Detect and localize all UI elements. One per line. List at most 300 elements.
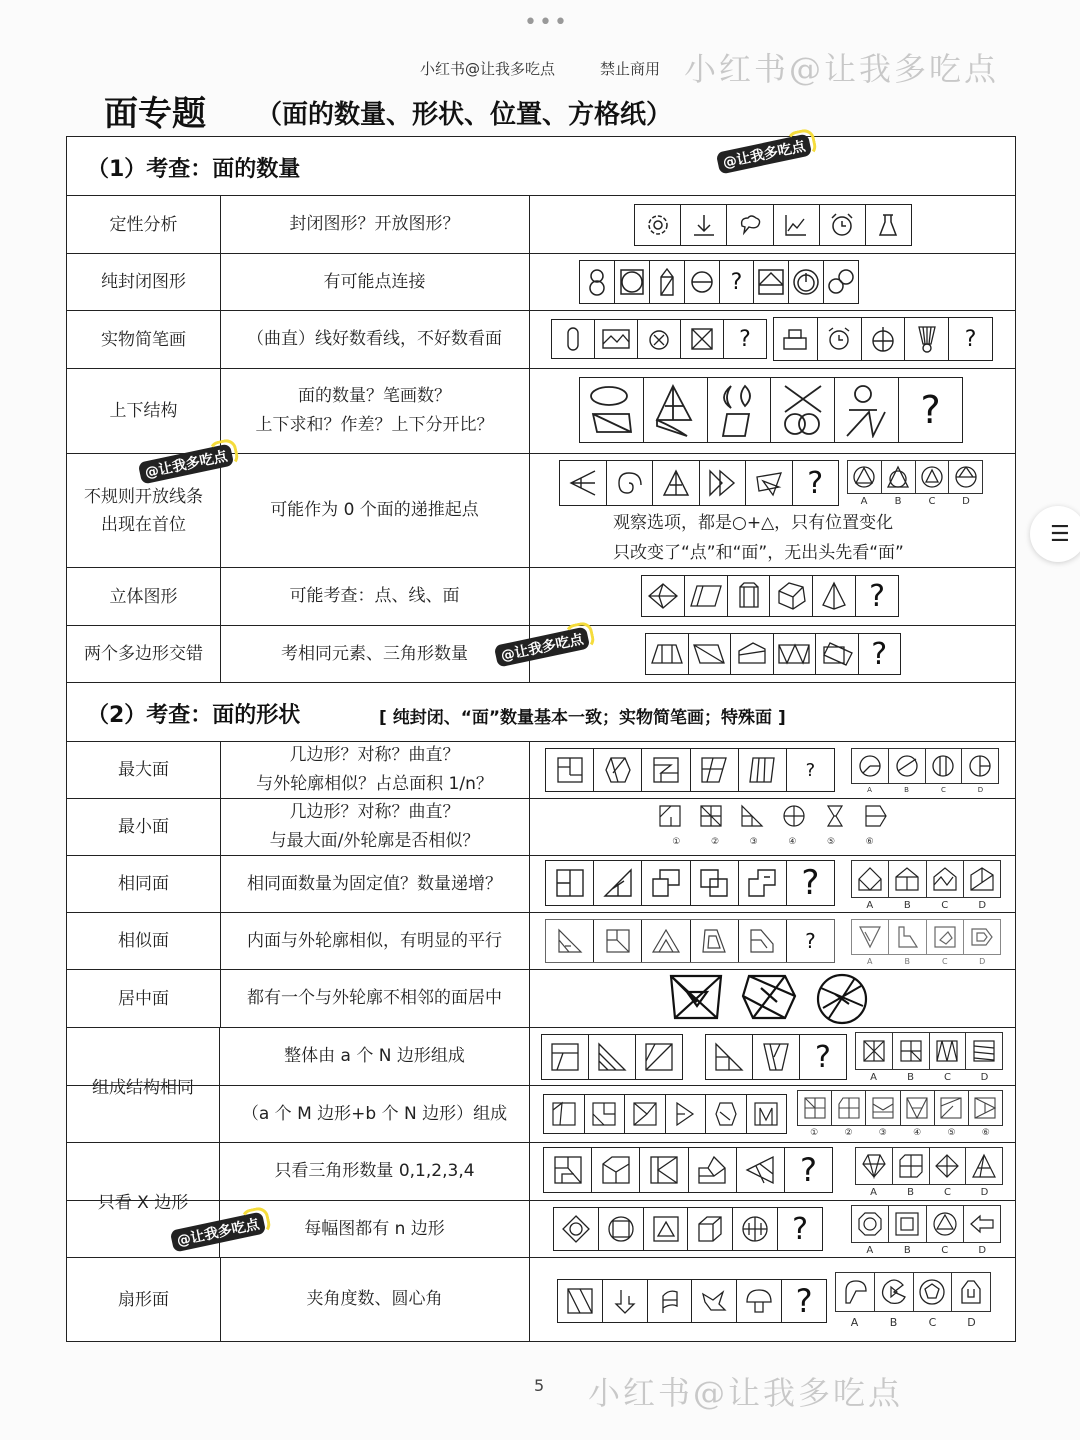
row-desc <box>220 799 530 855</box>
option-label: C <box>928 496 936 507</box>
option-labels <box>847 496 983 507</box>
triangle-nested-icon <box>546 920 594 962</box>
small-watermark: @让我多吃点 <box>716 133 813 174</box>
answer-options <box>855 1032 1003 1070</box>
cube-icon <box>688 1208 733 1250</box>
answer-options <box>851 919 1001 955</box>
question-mark: ? <box>799 1151 817 1189</box>
figure-strip <box>545 919 835 963</box>
split-square-icon <box>542 1035 589 1079</box>
option-label: A <box>870 1072 877 1083</box>
row-desc-line-2: 与外轮廓相似？占总面积 1/n？ <box>256 774 493 794</box>
row-type: 最大面 <box>67 742 221 798</box>
rotated-rect-icon <box>816 634 859 674</box>
row-desc: 封闭图形？开放图形？ <box>220 196 530 253</box>
alarm-clock-icon <box>818 318 862 360</box>
spiral-icon <box>607 461 654 505</box>
question-mark: ? <box>964 326 977 352</box>
option-label: C <box>941 900 949 911</box>
pentagon-rect-icon <box>731 634 774 674</box>
option-label: C <box>941 1245 949 1256</box>
option-label: A <box>867 786 872 794</box>
row-desc-line-2: 与最大面/外轮廓是否相似？ <box>269 831 480 851</box>
option-label: A <box>870 1187 877 1198</box>
triangle-icon <box>653 461 700 505</box>
answer-options <box>847 460 983 494</box>
option-b-figure <box>893 1033 930 1069</box>
option-label: B <box>894 496 902 507</box>
grid-triangles-5-icon <box>737 1148 785 1192</box>
row-desc: 可能考查：点、线、面 <box>220 568 530 625</box>
small-watermark: @让我多吃点 <box>494 626 591 667</box>
cross-circles-icon <box>771 378 835 442</box>
figure-b-icon <box>585 1095 626 1133</box>
row-type: 立体图形 <box>67 568 221 625</box>
zigzag-rect-icon <box>774 634 817 674</box>
grid-triangles-2-icon <box>592 1148 640 1192</box>
option-labels <box>835 1316 991 1329</box>
figure-5 <box>822 803 848 829</box>
house-square-icon <box>754 261 789 303</box>
option-b-figure <box>893 1148 930 1184</box>
trapezoid-nested-icon <box>691 920 739 962</box>
figure-strip <box>545 748 835 792</box>
figure-strip <box>773 317 993 361</box>
row-desc: 可能作为 0 个面的递推起点 <box>220 454 530 567</box>
pencil-icon <box>650 261 685 303</box>
center-face-figure-1 <box>667 972 725 1022</box>
figure-f-icon <box>747 1095 787 1133</box>
pyramid-icon <box>813 576 856 616</box>
row-desc: （曲直）线好数看线，不好数看面 <box>220 311 530 368</box>
flag-icon <box>648 1280 693 1322</box>
moon-icon <box>708 378 772 442</box>
shuttlecock-icon <box>905 318 949 360</box>
row-desc-line-1: 面的数量？笔画数？ <box>298 386 451 406</box>
figure-strip <box>543 1147 833 1193</box>
option-b-figure <box>889 1206 926 1242</box>
option-labels <box>851 1245 1001 1256</box>
sail-icon <box>644 378 708 442</box>
section-2-title: （2）考查：面的形状 <box>87 703 301 728</box>
answer-options <box>851 1205 1001 1243</box>
section-1-header <box>67 137 1015 196</box>
grid-triangles-1-icon <box>544 1148 592 1192</box>
figure-strip <box>641 575 899 617</box>
mushroom-icon <box>737 1280 782 1322</box>
paper-clip-icon <box>552 320 595 358</box>
figure-3 <box>739 803 765 829</box>
circled-label: ② <box>844 1128 853 1138</box>
figure-strip <box>543 1094 787 1134</box>
row-desc-line-1: 几边形？对称？曲直？ <box>289 802 460 822</box>
question-mark: ? <box>805 759 816 781</box>
option-label: A <box>866 1245 874 1256</box>
diagonal-square-icon <box>636 1035 682 1079</box>
figure-2 <box>698 803 724 829</box>
figure-strip <box>559 460 839 506</box>
merged-type-cell: 组成结构相同 <box>67 1028 220 1143</box>
option-label: D <box>967 1316 976 1329</box>
triangle-lines-icon <box>589 1035 636 1079</box>
table-row <box>67 626 1015 683</box>
row-desc: 有可能点连接 <box>220 254 530 310</box>
box-icon <box>774 318 818 360</box>
option-3-figure <box>866 1091 900 1125</box>
center-face-figure-2 <box>739 972 799 1022</box>
figure-strip <box>551 319 767 359</box>
menu-button[interactable] <box>1030 506 1080 562</box>
section-1-title: （1）考查：面的数量 <box>87 157 301 182</box>
option-label: A <box>867 957 873 966</box>
figure-strip <box>541 1034 683 1080</box>
option-label: B <box>907 1187 914 1198</box>
row-type-line-2: 出现在首位 <box>101 514 186 535</box>
table-row <box>67 913 1015 970</box>
more-dots-icon[interactable]: ••• <box>524 10 569 35</box>
option-a-figure <box>852 920 889 954</box>
triangle-grid-icon <box>706 1035 753 1079</box>
arrow-down-icon <box>603 1280 648 1322</box>
cube-icon <box>770 576 813 616</box>
question-mark: ? <box>920 388 941 432</box>
circled-label: ① <box>672 837 681 847</box>
circle-zigzag-icon <box>835 378 899 442</box>
option-label: B <box>903 900 911 911</box>
table-row <box>67 1086 1015 1143</box>
option-b-figure <box>882 461 916 493</box>
row-type-line-1: 不规则开放线条 <box>84 486 203 507</box>
mountain-icon <box>642 920 690 962</box>
option-label: D <box>980 1072 989 1083</box>
triangle-rect-icon <box>689 634 732 674</box>
table-row <box>67 1028 1015 1086</box>
option-label: D <box>980 1187 989 1198</box>
bird-icon <box>692 1280 737 1322</box>
option-label: B <box>903 1245 911 1256</box>
question-mark: ? <box>869 578 886 614</box>
table-row <box>67 799 1015 856</box>
row-type: 居中面 <box>67 970 221 1027</box>
question-mark: ? <box>807 465 824 501</box>
circled-label: ② <box>710 837 720 847</box>
slash-square-icon <box>558 1280 603 1322</box>
figure-strip <box>645 633 901 675</box>
figure-strip <box>579 377 963 443</box>
figure-6 <box>863 803 889 829</box>
quad-nested-icon <box>739 920 787 962</box>
figure-row <box>657 803 889 833</box>
figure-eight-icon <box>580 261 615 303</box>
row-type: 扇形面 <box>67 1258 221 1341</box>
line-chart-icon <box>774 205 820 245</box>
arrow-shapes-icon <box>700 461 747 505</box>
option-b-figure <box>889 749 926 783</box>
option-label: C <box>928 1316 937 1329</box>
option-a-figure <box>848 461 882 493</box>
option-label: A <box>850 1316 859 1329</box>
row-desc: 夹角度数、圆心角 <box>220 1258 530 1341</box>
option-labels <box>851 900 1001 911</box>
row-type: 相同面 <box>67 856 221 912</box>
row-type: 上下结构 <box>67 369 221 453</box>
menu-icon: ☰ <box>1050 522 1070 547</box>
option-a-figure <box>856 1148 893 1184</box>
option-b-figure <box>889 861 926 897</box>
option-label: C <box>944 1072 951 1083</box>
row-desc: 都有一个与外轮廓不相邻的面居中 <box>220 970 530 1027</box>
option-d-figure <box>962 749 998 783</box>
figure-4 <box>781 803 807 829</box>
option-label: C <box>941 786 946 794</box>
row-desc-line-2: 上下求和？作差？上下分开比？ <box>255 415 494 435</box>
option-a-figure <box>856 1033 893 1069</box>
table-row <box>67 311 1015 369</box>
observation-line-1: 观察选项，都是○+△，只有位置变化 <box>613 513 894 533</box>
option-4-figure <box>901 1091 935 1125</box>
question-mark: ? <box>739 326 751 352</box>
option-label: C <box>944 1187 951 1198</box>
circled-labels <box>657 837 889 847</box>
option-d-figure <box>964 1206 1000 1242</box>
option-a-figure <box>836 1273 875 1311</box>
option-label: B <box>889 1316 898 1329</box>
power-icon <box>789 261 824 303</box>
square-triangle-icon <box>644 1208 689 1250</box>
answer-options <box>835 1272 991 1312</box>
option-label: A <box>860 496 868 507</box>
answer-options <box>797 1090 1003 1126</box>
option-c-figure <box>914 1273 953 1311</box>
row-type: 相似面 <box>67 913 221 969</box>
row-desc: 整体由 a 个 N 边形组成 <box>220 1028 530 1085</box>
center-face-figure-3 <box>815 972 869 1026</box>
circle-square-icon <box>599 1208 644 1250</box>
page-number: 5 <box>534 1376 545 1395</box>
option-labels <box>851 957 1001 966</box>
question-mark: ? <box>805 929 816 953</box>
page-subtitle: （面的数量、形状、位置、方格纸） <box>256 100 673 130</box>
row-desc: 只看三角形数量 0,1,2,3,4 <box>220 1143 530 1200</box>
square-pattern-icon <box>546 749 594 791</box>
option-2-figure <box>832 1091 866 1125</box>
row-desc: 内面与外轮廓相似，有明显的平行 <box>220 913 530 969</box>
table-row <box>67 970 1015 1028</box>
puzzle-icon <box>642 861 690 905</box>
cross-ball-icon <box>862 318 906 360</box>
option-label: B <box>904 786 909 794</box>
table-row <box>67 254 1015 311</box>
answer-options <box>851 748 999 784</box>
option-label: D <box>977 786 984 794</box>
square-nested-icon <box>594 920 642 962</box>
step-icon <box>739 861 787 905</box>
row-desc <box>220 742 530 798</box>
table-row <box>67 1143 1015 1201</box>
option-label: B <box>904 957 910 966</box>
hexagon-pattern-icon <box>594 749 642 791</box>
option-labels <box>851 786 999 794</box>
cloud-icon <box>727 205 773 245</box>
circle-square-icon <box>615 261 650 303</box>
option-c-figure <box>916 461 950 493</box>
row-desc: 相同面数量为固定值？数量递增？ <box>220 856 530 912</box>
figure-strip <box>705 1034 847 1080</box>
option-d-figure <box>964 861 1000 897</box>
figure-strip <box>634 204 912 246</box>
figure-strip <box>553 1207 823 1251</box>
parallelogram-split-icon <box>739 749 787 791</box>
figure-strip <box>545 860 835 906</box>
notice-label: 禁止商用 <box>600 60 661 78</box>
table-row <box>67 568 1015 626</box>
option-b-figure <box>889 920 926 954</box>
question-mark: ? <box>871 636 888 672</box>
question-mark: ? <box>801 863 820 903</box>
picture-icon <box>595 320 638 358</box>
table-row <box>67 1258 1015 1341</box>
row-type: 最小面 <box>67 799 221 855</box>
circle-grid-icon <box>733 1208 778 1250</box>
option-a-figure <box>852 861 889 897</box>
question-mark: ? <box>795 1282 813 1320</box>
answer-options <box>855 1147 1003 1185</box>
question-mark: ? <box>792 1211 809 1247</box>
row-desc <box>220 369 530 453</box>
option-c-figure <box>927 920 964 954</box>
option-labels <box>855 1187 1003 1198</box>
table-row <box>67 742 1015 799</box>
circled-label: ⑥ <box>865 837 874 847</box>
summary-table <box>66 136 1016 1342</box>
row-desc: 考相同元素、三角形数量 <box>220 626 530 682</box>
table-row <box>67 1201 1015 1258</box>
option-a-figure <box>852 1206 889 1242</box>
table-row <box>67 454 1015 568</box>
grid-triangles-4-icon <box>689 1148 737 1192</box>
row-desc-line-1: 几边形？对称？曲直？ <box>289 745 460 765</box>
octahedron-icon <box>642 576 685 616</box>
gear-icon <box>635 205 681 245</box>
star-lines-icon <box>746 461 793 505</box>
s-shape-icon <box>691 861 739 905</box>
cylinder-icon <box>728 576 771 616</box>
figure-strip <box>557 1279 827 1323</box>
two-circles-icon <box>824 261 858 303</box>
figure-d-icon <box>666 1095 707 1133</box>
option-d-figure <box>964 920 1000 954</box>
figure-1 <box>657 803 683 829</box>
circled-label: ④ <box>913 1128 922 1138</box>
watermark-bottom: 小红书@让我多吃点 <box>588 1374 904 1412</box>
trapezoid-icon <box>646 634 689 674</box>
option-label: D <box>979 957 986 966</box>
option-c-figure <box>930 1148 967 1184</box>
ellipse-parallelogram-icon <box>580 378 644 442</box>
arrow-down-icon <box>681 205 727 245</box>
figure-a-icon <box>544 1095 585 1133</box>
square-zigzag-icon <box>642 749 690 791</box>
prism-icon <box>685 576 728 616</box>
option-5-figure <box>935 1091 969 1125</box>
flask-icon <box>866 205 911 245</box>
table-row <box>67 196 1015 254</box>
option-d-figure <box>949 461 982 493</box>
option-label: C <box>941 957 948 966</box>
option-label: D <box>962 496 970 507</box>
option-label: D <box>978 900 987 911</box>
small-watermark: @让我多吃点 <box>170 1211 267 1252</box>
circled-label: ⑤ <box>947 1128 956 1138</box>
table-row <box>67 856 1015 913</box>
circled-label: ③ <box>878 1128 887 1138</box>
open-lines-icon <box>560 461 607 505</box>
option-label: B <box>907 1072 914 1083</box>
merged-type-label: 只看 X 边形 <box>97 1192 189 1213</box>
option-c-figure <box>927 861 964 897</box>
figure-strip <box>579 260 859 304</box>
row-type: 实物简笔画 <box>67 311 221 368</box>
row-type: 定性分析 <box>67 196 221 253</box>
hourglass-icon <box>681 320 724 358</box>
wedge-icon <box>594 861 642 905</box>
page-title: 面专题 <box>104 94 206 134</box>
option-c-figure <box>927 1206 964 1242</box>
option-c-figure <box>926 749 963 783</box>
option-a-figure <box>852 749 889 783</box>
option-label: D <box>978 1245 987 1256</box>
circled-label: ⑤ <box>826 837 836 847</box>
circled-label: ④ <box>788 837 797 847</box>
option-label: A <box>866 900 874 911</box>
section-2-header <box>67 683 1015 742</box>
row-desc: （a 个 M 边形+b 个 N 边形）组成 <box>220 1086 530 1142</box>
option-d-figure <box>966 1033 1002 1069</box>
option-d-figure <box>952 1273 990 1311</box>
option-b-figure <box>875 1273 914 1311</box>
figure-e-icon <box>706 1095 747 1133</box>
figure-c-icon <box>625 1095 666 1133</box>
watermark-top: 小红书@让我多吃点 <box>684 50 1000 88</box>
circled-label: ① <box>810 1128 819 1138</box>
fruit-icon <box>638 320 681 358</box>
grid-triangles-3-icon <box>640 1148 688 1192</box>
option-c-figure <box>930 1033 967 1069</box>
source-label: 小红书@让我多吃点 <box>420 60 556 78</box>
observation-note <box>613 508 904 568</box>
alarm-clock-icon <box>820 205 866 245</box>
row-type: 两个多边形交错 <box>67 626 221 682</box>
row-type: 纯封闭图形 <box>67 254 221 310</box>
small-watermark: @让我多吃点 <box>138 443 235 484</box>
option-d-figure <box>966 1148 1002 1184</box>
circled-labels <box>797 1128 1003 1138</box>
observation-line-2: 只改变了“点”和“面”，无出头先看“面” <box>613 543 904 563</box>
diamond-circle-icon <box>554 1208 599 1250</box>
circle-minus-icon <box>685 261 720 303</box>
table-row <box>67 369 1015 454</box>
square-grid-icon <box>546 861 594 905</box>
answer-options <box>851 860 1001 898</box>
question-mark: ? <box>720 261 755 303</box>
question-mark: ? <box>815 1039 831 1075</box>
option-6-figure <box>969 1091 1002 1125</box>
option-1-figure <box>798 1091 832 1125</box>
slanted-lines-icon <box>753 1035 800 1079</box>
option-labels <box>855 1072 1003 1083</box>
row-desc: 每幅图都有 n 边形 <box>220 1201 530 1257</box>
circled-label: ③ <box>749 837 758 847</box>
